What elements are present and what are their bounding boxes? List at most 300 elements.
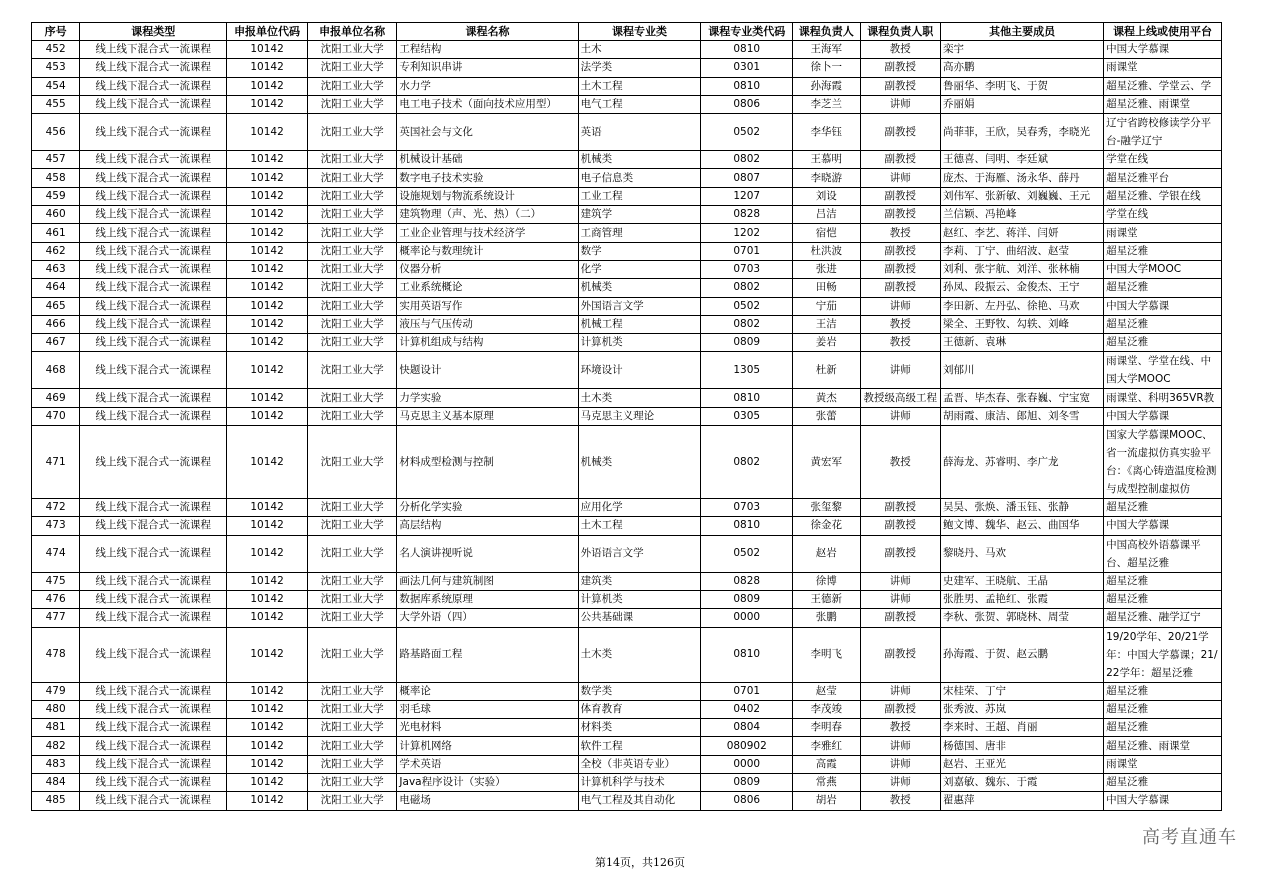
major-code-cell: 0000 [701,609,793,627]
row-number-cell: 481 [32,719,80,737]
lead-title-cell: 副教授 [860,114,941,151]
major-code-cell: 0807 [701,169,793,187]
major-category-cell: 材料类 [578,719,701,737]
col-header: 其他主要成员 [941,23,1104,41]
other-members-cell: 黎晓丹、马欢 [941,535,1104,572]
course-type-cell: 线上线下混合式一流课程 [80,315,227,333]
unit-code-cell: 10142 [227,737,308,755]
unit-code-cell: 10142 [227,719,308,737]
table-row [32,499,1222,517]
lead-title-cell: 教授 [860,334,941,352]
other-members-cell: 刘伟军、张新敏、刘巍巍、王元 [941,187,1104,205]
table-row [32,151,1222,169]
lead-title-cell: 副教授 [860,535,941,572]
major-code-cell: 0305 [701,407,793,425]
major-code-cell: 0809 [701,590,793,608]
table-row [32,224,1222,242]
course-name-cell: 光电材料 [397,719,578,737]
other-members-cell: 高亦鹏 [941,59,1104,77]
course-lead-cell: 李明春 [793,719,860,737]
course-type-cell: 线上线下混合式一流课程 [80,151,227,169]
major-code-cell: 0703 [701,499,793,517]
platform-cell: 超星泛雅 [1104,334,1222,352]
course-type-cell: 线上线下混合式一流课程 [80,334,227,352]
major-category-cell: 化学 [578,260,701,278]
platform-cell: 国家大学慕课MOOC、省一流虚拟仿真实验平台：《离心铸造温度检测与成型控制虚拟仿 [1104,426,1222,499]
course-type-cell: 线上线下混合式一流课程 [80,499,227,517]
col-header: 课程上线或使用平台 [1104,23,1222,41]
course-name-cell: 分析化学实验 [397,499,578,517]
platform-cell: 超星泛雅 [1104,279,1222,297]
course-type-cell: 线上线下混合式一流课程 [80,590,227,608]
course-lead-cell: 赵岩 [793,535,860,572]
lead-title-cell: 讲师 [860,352,941,389]
major-code-cell: 080902 [701,737,793,755]
table-row [32,352,1222,389]
other-members-cell: 尚菲菲，王欣，吴春秀，李晓光 [941,114,1104,151]
platform-cell: 中国大学慕课 [1104,41,1222,59]
other-members-cell: 乔丽娟 [941,95,1104,113]
course-name-cell: 概率论 [397,682,578,700]
col-header: 课程专业类 [578,23,701,41]
course-type-cell: 线上线下混合式一流课程 [80,535,227,572]
major-category-cell: 计算机科学与技术 [578,774,701,792]
unit-code-cell: 10142 [227,206,308,224]
row-number-cell: 455 [32,95,80,113]
course-type-cell: 线上线下混合式一流课程 [80,242,227,260]
other-members-cell: 刘郁川 [941,352,1104,389]
course-lead-cell: 刘设 [793,187,860,205]
lead-title-cell: 讲师 [860,169,941,187]
unit-name-cell: 沈阳工业大学 [307,426,397,499]
course-name-cell: 液压与气压传动 [397,315,578,333]
course-type-cell: 线上线下混合式一流课程 [80,755,227,773]
lead-title-cell: 副教授 [860,242,941,260]
course-lead-cell: 徐金花 [793,517,860,535]
table-row [32,517,1222,535]
row-number-cell: 474 [32,535,80,572]
row-number-cell: 456 [32,114,80,151]
row-number-cell: 484 [32,774,80,792]
course-lead-cell: 吕洁 [793,206,860,224]
other-members-cell: 王德新、袁琳 [941,334,1104,352]
table-row [32,95,1222,113]
unit-name-cell: 沈阳工业大学 [307,279,397,297]
platform-cell: 学堂在线 [1104,206,1222,224]
course-type-cell: 线上线下混合式一流课程 [80,352,227,389]
table-row [32,572,1222,590]
major-category-cell: 计算机类 [578,590,701,608]
lead-title-cell: 副教授 [860,260,941,278]
page-footer: 第14页，共126页 [595,856,685,869]
course-type-cell: 线上线下混合式一流课程 [80,719,227,737]
table-row [32,609,1222,627]
course-name-cell: 工程结构 [397,41,578,59]
course-name-cell: 工业系统概论 [397,279,578,297]
row-number-cell: 471 [32,426,80,499]
course-type-cell: 线上线下混合式一流课程 [80,41,227,59]
platform-cell: 超星泛雅 [1104,682,1222,700]
major-code-cell: 0802 [701,315,793,333]
platform-cell: 超星泛雅 [1104,315,1222,333]
platform-cell: 中国大学MOOC [1104,260,1222,278]
lead-title-cell: 教授 [860,224,941,242]
major-code-cell: 0703 [701,260,793,278]
unit-name-cell: 沈阳工业大学 [307,719,397,737]
other-members-cell: 李莉、丁宁、曲绍波、赵莹 [941,242,1104,260]
major-category-cell: 工商管理 [578,224,701,242]
platform-cell: 超星泛雅、雨课堂 [1104,95,1222,113]
unit-code-cell: 10142 [227,700,308,718]
major-code-cell: 0301 [701,59,793,77]
major-code-cell: 0402 [701,700,793,718]
course-lead-cell: 王慕明 [793,151,860,169]
course-lead-cell: 李明飞 [793,627,860,682]
lead-title-cell: 副教授 [860,206,941,224]
course-type-cell: 线上线下混合式一流课程 [80,609,227,627]
col-header: 课程名称 [397,23,578,41]
course-name-cell: 水力学 [397,77,578,95]
major-category-cell: 工业工程 [578,187,701,205]
unit-code-cell: 10142 [227,609,308,627]
platform-cell: 中国高校外语慕课平台、超星泛雅 [1104,535,1222,572]
major-category-cell: 环境设计 [578,352,701,389]
major-category-cell: 应用化学 [578,499,701,517]
major-code-cell: 0502 [701,297,793,315]
col-header: 课程负责人职 [860,23,941,41]
unit-name-cell: 沈阳工业大学 [307,169,397,187]
other-members-cell: 赵岩、王亚光 [941,755,1104,773]
course-type-cell: 线上线下混合式一流课程 [80,95,227,113]
course-name-cell: 数字电子技术实验 [397,169,578,187]
course-type-cell: 线上线下混合式一流课程 [80,517,227,535]
table-row [32,737,1222,755]
course-type-cell: 线上线下混合式一流课程 [80,389,227,407]
lead-title-cell: 教授 [860,719,941,737]
platform-cell: 超星泛雅 [1104,700,1222,718]
course-name-cell: 学术英语 [397,755,578,773]
course-lead-cell: 张进 [793,260,860,278]
row-number-cell: 467 [32,334,80,352]
course-lead-cell: 杜新 [793,352,860,389]
major-category-cell: 建筑类 [578,572,701,590]
unit-code-cell: 10142 [227,169,308,187]
row-number-cell: 476 [32,590,80,608]
course-name-cell: 数据库系统原理 [397,590,578,608]
course-type-cell: 线上线下混合式一流课程 [80,169,227,187]
unit-name-cell: 沈阳工业大学 [307,572,397,590]
major-code-cell: 0802 [701,426,793,499]
other-members-cell: 李田新、左丹弘、徐艳、马欢 [941,297,1104,315]
other-members-cell: 孙海霞、于贺、赵云鹏 [941,627,1104,682]
col-header: 课程类型 [80,23,227,41]
table-header-row [32,23,1222,41]
course-lead-cell: 张玺黎 [793,499,860,517]
table-row [32,792,1222,810]
course-lead-cell: 李华钰 [793,114,860,151]
other-members-cell: 张秀波、苏岚 [941,700,1104,718]
platform-cell: 超星泛雅平台 [1104,169,1222,187]
course-name-cell: 电工电子技术（面向技术应用型） [397,95,578,113]
major-category-cell: 建筑学 [578,206,701,224]
major-category-cell: 土木工程 [578,517,701,535]
platform-cell: 雨课堂 [1104,224,1222,242]
unit-code-cell: 10142 [227,407,308,425]
major-code-cell: 0802 [701,151,793,169]
course-name-cell: 大学外语（四） [397,609,578,627]
unit-code-cell: 10142 [227,114,308,151]
table-row [32,700,1222,718]
table-row [32,407,1222,425]
course-name-cell: 材料成型检测与控制 [397,426,578,499]
course-lead-cell: 赵莹 [793,682,860,700]
table-row [32,297,1222,315]
table-row [32,242,1222,260]
major-category-cell: 全校（非英语专业） [578,755,701,773]
unit-name-cell: 沈阳工业大学 [307,224,397,242]
col-header: 序号 [32,23,80,41]
major-code-cell: 0000 [701,755,793,773]
major-code-cell: 0810 [701,77,793,95]
major-category-cell: 软件工程 [578,737,701,755]
course-name-cell: 实用英语写作 [397,297,578,315]
unit-name-cell: 沈阳工业大学 [307,737,397,755]
unit-code-cell: 10142 [227,352,308,389]
table-row [32,389,1222,407]
row-number-cell: 457 [32,151,80,169]
course-name-cell: 马克思主义基本原理 [397,407,578,425]
other-members-cell: 刘嘉敏、魏东、于霞 [941,774,1104,792]
table-row [32,755,1222,773]
unit-code-cell: 10142 [227,315,308,333]
unit-code-cell: 10142 [227,389,308,407]
course-lead-cell: 李茂竣 [793,700,860,718]
unit-code-cell: 10142 [227,426,308,499]
course-name-cell: 计算机网络 [397,737,578,755]
platform-cell: 超星泛雅、融学辽宁 [1104,609,1222,627]
unit-code-cell: 10142 [227,774,308,792]
lead-title-cell: 副教授 [860,151,941,169]
unit-name-cell: 沈阳工业大学 [307,114,397,151]
unit-name-cell: 沈阳工业大学 [307,242,397,260]
row-number-cell: 458 [32,169,80,187]
course-type-cell: 线上线下混合式一流课程 [80,297,227,315]
row-number-cell: 452 [32,41,80,59]
lead-title-cell: 讲师 [860,755,941,773]
course-type-cell: 线上线下混合式一流课程 [80,682,227,700]
major-code-cell: 0810 [701,389,793,407]
course-type-cell: 线上线下混合式一流课程 [80,187,227,205]
major-category-cell: 法学类 [578,59,701,77]
major-code-cell: 0810 [701,41,793,59]
major-category-cell: 土木工程 [578,77,701,95]
other-members-cell: 兰信颖、冯艳峰 [941,206,1104,224]
other-members-cell: 赵红、李艺、蒋洋、闫妍 [941,224,1104,242]
unit-name-cell: 沈阳工业大学 [307,774,397,792]
course-type-cell: 线上线下混合式一流课程 [80,774,227,792]
table-row [32,169,1222,187]
other-members-cell: 孟晋、毕杰春、张春巍、宁宝宽 [941,389,1104,407]
major-code-cell: 1207 [701,187,793,205]
major-code-cell: 0701 [701,682,793,700]
course-type-cell: 线上线下混合式一流课程 [80,224,227,242]
course-type-cell: 线上线下混合式一流课程 [80,114,227,151]
unit-code-cell: 10142 [227,260,308,278]
major-category-cell: 土木 [578,41,701,59]
major-category-cell: 数学 [578,242,701,260]
course-type-cell: 线上线下混合式一流课程 [80,572,227,590]
major-category-cell: 马克思主义理论 [578,407,701,425]
unit-name-cell: 沈阳工业大学 [307,151,397,169]
table-row [32,682,1222,700]
unit-name-cell: 沈阳工业大学 [307,700,397,718]
lead-title-cell: 讲师 [860,297,941,315]
major-category-cell: 外语语言文学 [578,535,701,572]
unit-code-cell: 10142 [227,590,308,608]
platform-cell: 超星泛雅 [1104,572,1222,590]
unit-code-cell: 10142 [227,242,308,260]
unit-code-cell: 10142 [227,77,308,95]
unit-name-cell: 沈阳工业大学 [307,352,397,389]
lead-title-cell: 副教授 [860,700,941,718]
course-type-cell: 线上线下混合式一流课程 [80,700,227,718]
table-row [32,774,1222,792]
unit-name-cell: 沈阳工业大学 [307,315,397,333]
unit-name-cell: 沈阳工业大学 [307,535,397,572]
unit-code-cell: 10142 [227,535,308,572]
other-members-cell: 刘利、张宇航、刘洋、张林楠 [941,260,1104,278]
course-name-cell: 仪器分析 [397,260,578,278]
major-code-cell: 0802 [701,279,793,297]
unit-name-cell: 沈阳工业大学 [307,755,397,773]
row-number-cell: 483 [32,755,80,773]
row-number-cell: 465 [32,297,80,315]
platform-cell: 辽宁省跨校修读学分平台-融学辽宁 [1104,114,1222,151]
course-lead-cell: 姜岩 [793,334,860,352]
lead-title-cell: 副教授 [860,627,941,682]
major-category-cell: 机械类 [578,279,701,297]
other-members-cell: 杨德国、唐非 [941,737,1104,755]
unit-code-cell: 10142 [227,224,308,242]
other-members-cell: 李秋、张贺、郭晓林、周莹 [941,609,1104,627]
row-number-cell: 475 [32,572,80,590]
unit-name-cell: 沈阳工业大学 [307,682,397,700]
course-type-cell: 线上线下混合式一流课程 [80,407,227,425]
course-name-cell: 力学实验 [397,389,578,407]
other-members-cell: 王德喜、闫明、李廷斌 [941,151,1104,169]
course-name-cell: 概率论与数理统计 [397,242,578,260]
major-code-cell: 0701 [701,242,793,260]
unit-name-cell: 沈阳工业大学 [307,41,397,59]
course-name-cell: 路基路面工程 [397,627,578,682]
table-row [32,59,1222,77]
row-number-cell: 468 [32,352,80,389]
course-lead-cell: 黄杰 [793,389,860,407]
unit-code-cell: 10142 [227,682,308,700]
major-code-cell: 0828 [701,572,793,590]
major-category-cell: 电气工程及其自动化 [578,792,701,810]
row-number-cell: 464 [32,279,80,297]
platform-cell: 超星泛雅 [1104,590,1222,608]
unit-code-cell: 10142 [227,499,308,517]
major-code-cell: 1305 [701,352,793,389]
other-members-cell: 鲁丽华、李明飞、于贺 [941,77,1104,95]
major-category-cell: 数学类 [578,682,701,700]
other-members-cell: 栾宇 [941,41,1104,59]
course-name-cell: 名人演讲视听说 [397,535,578,572]
major-category-cell: 电子信息类 [578,169,701,187]
table-row [32,315,1222,333]
course-name-cell: 高层结构 [397,517,578,535]
lead-title-cell: 讲师 [860,590,941,608]
course-lead-cell: 李晓游 [793,169,860,187]
table-row [32,41,1222,59]
major-code-cell: 0828 [701,206,793,224]
unit-name-cell: 沈阳工业大学 [307,407,397,425]
row-number-cell: 485 [32,792,80,810]
course-lead-cell: 李芝兰 [793,95,860,113]
lead-title-cell: 讲师 [860,737,941,755]
course-lead-cell: 王洁 [793,315,860,333]
lead-title-cell: 副教授 [860,187,941,205]
major-category-cell: 公共基础课 [578,609,701,627]
other-members-cell: 宋桂荣、丁宁 [941,682,1104,700]
major-code-cell: 0810 [701,627,793,682]
platform-cell: 中国大学慕课 [1104,792,1222,810]
lead-title-cell: 副教授 [860,499,941,517]
course-lead-cell: 王德新 [793,590,860,608]
unit-code-cell: 10142 [227,572,308,590]
row-number-cell: 460 [32,206,80,224]
other-members-cell: 梁全、王野牧、勾轶、刘峰 [941,315,1104,333]
table-row [32,627,1222,682]
unit-name-cell: 沈阳工业大学 [307,95,397,113]
platform-cell: 超星泛雅 [1104,774,1222,792]
course-lead-cell: 孙海霞 [793,77,860,95]
unit-name-cell: 沈阳工业大学 [307,389,397,407]
unit-name-cell: 沈阳工业大学 [307,590,397,608]
other-members-cell: 薛海龙、苏睿明、李广龙 [941,426,1104,499]
unit-name-cell: 沈阳工业大学 [307,792,397,810]
course-name-cell: 羽毛球 [397,700,578,718]
row-number-cell: 477 [32,609,80,627]
course-lead-cell: 杜洪波 [793,242,860,260]
course-lead-cell: 黄宏军 [793,426,860,499]
course-table [31,22,1222,811]
row-number-cell: 470 [32,407,80,425]
row-number-cell: 466 [32,315,80,333]
unit-code-cell: 10142 [227,187,308,205]
table-row [32,535,1222,572]
platform-cell: 19/20学年、20/21学年：中国大学慕课；21/22学年：超星泛雅 [1104,627,1222,682]
platform-cell: 雨课堂、学堂在线、中国大学MOOC [1104,352,1222,389]
major-code-cell: 0502 [701,535,793,572]
other-members-cell: 鲍文博、魏华、赵云、曲国华 [941,517,1104,535]
platform-cell: 雨课堂、科明365VR教 [1104,389,1222,407]
table-row [32,114,1222,151]
course-name-cell: 电磁场 [397,792,578,810]
lead-title-cell: 副教授 [860,517,941,535]
lead-title-cell: 教授 [860,41,941,59]
major-category-cell: 机械工程 [578,315,701,333]
lead-title-cell: 副教授 [860,279,941,297]
lead-title-cell: 教授 [860,792,941,810]
unit-name-cell: 沈阳工业大学 [307,517,397,535]
platform-cell: 雨课堂 [1104,755,1222,773]
course-name-cell: 工业企业管理与技术经济学 [397,224,578,242]
table-row [32,590,1222,608]
row-number-cell: 472 [32,499,80,517]
